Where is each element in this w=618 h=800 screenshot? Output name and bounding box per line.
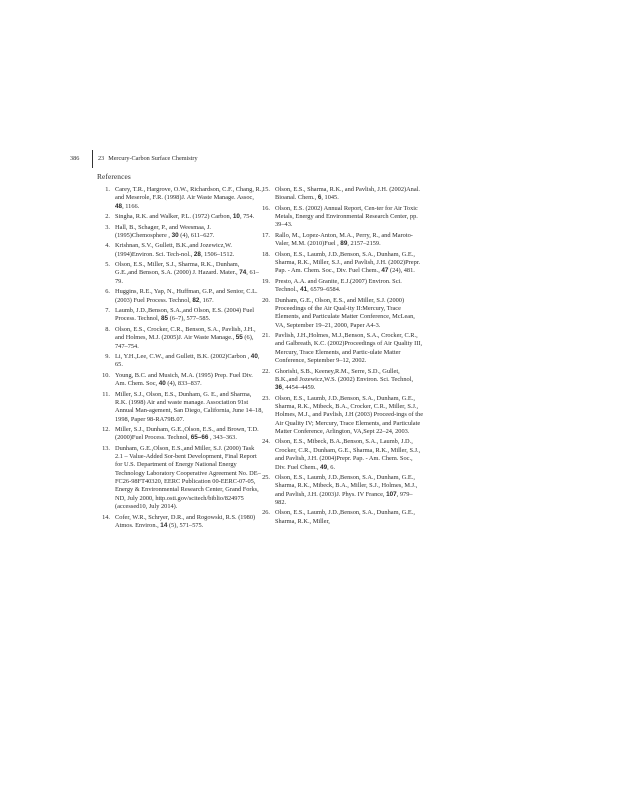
reference-number: 13.: [102, 444, 110, 452]
reference-item: [258, 438, 423, 471]
reference-text: Olson, E.S. (2002) Annual Report, Cen-ter for Air Toxic Metals, Energy and Environmental Research Center, pp. 39–43.: [275, 204, 418, 229]
reference-text: Olson, E.S., Laumb, J.D.,Benson, S.A., Dunham, G.E., Sharma, R.K., Mibeck, B.A., Miller, S.J., Holmes, M.J., and Pavlish, J.H. (2003)J. Phys. IV France, 107, 979–982.: [275, 473, 418, 506]
reference-text: Ghorishi, S.B., Keeney,R.M., Serre, S.D., Gullet, B.K.,and Jozewicz,W.S. (2002) Environ. Sci. Technol, 36, 4454–4459.: [275, 367, 414, 392]
reference-item: [98, 242, 263, 259]
reference-number: 16.: [262, 204, 270, 212]
reference-number: 5.: [105, 261, 110, 269]
reference-item: [98, 261, 263, 286]
reference-text: Cofer, W.R., Schryer, D.R., and Rogowski, R.S. (1980) Atmos. Environ., 14 (5), 571–575.: [115, 513, 256, 529]
reference-text: Hall, B., Schager, P., and Weesmaa, J. (1995)Chemosphere , 30 (4), 611–627.: [115, 223, 215, 239]
reference-item: [98, 213, 263, 221]
reference-item: [98, 288, 263, 305]
reference-text: Miller, S.J., Olson, E.S., Dunham, G. E., and Sharma, R.K. (1998) Air and waste manage. Association 91st Annual Man-agement, San Diego, California, June 14–18, 1998, Paper 98-RA79B.07.: [115, 390, 263, 423]
reference-text: Olson, E.S., Laumb, J.D.,Benson, S.A., Dunham, G.E., Sharma, R.K., Mibeck, B.A., Crocker, C.R., Miller, S.J., Holmes, M.J., and Pavlish, J.H (2003) Proceed-ings of the Air Quality IV; Mercury, Trace Elements, and Particulate Matter Conference, Arlington, VA,Sept 22–24, 2003.: [275, 394, 424, 436]
reference-item: [98, 391, 263, 424]
reference-text: Laumb, J.D.,Benson, S.A.,and Olson, E.S. (2004) Fuel Process. Technol, 85 (6–7), 577–585.: [115, 307, 255, 323]
reference-text: Miller, S.J., Dunham, G.E.,Olson, E.S., and Brown, T.D. (2000)Fuel Process. Technol, 65–66 , 343–363.: [115, 425, 259, 442]
reference-item: [258, 368, 423, 393]
reference-text: Huggins, R.E., Yap, N., Huffman, G.P., and Senior, C.L. (2003) Fuel Process. Technol, 82, 167.: [115, 288, 258, 304]
reference-number: 25.: [262, 473, 270, 481]
reference-item: [98, 445, 263, 512]
reference-number: 22.: [262, 367, 270, 375]
reference-number: 24.: [262, 438, 270, 446]
references-column-right: [258, 186, 423, 528]
reference-text: Olson, E.S., Laumb, J.D.,Benson, S.A., Dunham, G.E., Sharma, R.K., Miller, S.J., and Pavlish, J.H. (2002)Prepr. Pap. - Am. Chem. Soc., Div. Fuel Chem., 47 (24), 481.: [275, 250, 421, 275]
reference-text: Olson, E.S., Mibeck, B.A.,Benson, S.A., Laumb, J.D., Crocker, C.R., Dunham, G.E., Sharma, R.K., Miller, S.J., and Pavlish, J.H. (2004)Prepr. Pap. - Am. Chem. Soc., Div. Fuel Chem., 49, 6.: [275, 438, 421, 471]
reference-text: Singha, R.K. and Walker, P.L. (1972) Carbon, 10, 754.: [115, 213, 255, 221]
reference-number: 3.: [105, 223, 110, 231]
reference-number: 18.: [262, 250, 270, 258]
reference-number: 1.: [105, 186, 110, 193]
reference-number: 4.: [105, 242, 110, 250]
reference-item: [258, 232, 423, 249]
page-number: 386: [70, 155, 80, 162]
reference-text: Olson, E.S., Crocker, C.R., Benson, S.A., Pavlish, J.H., and Holmes, M.J. (2005)J. Air Waste Manage., 55 (6), 747–754.: [115, 325, 256, 350]
reference-text: Olson, E.S., Sharma, R.K., and Pavlish, J.H. (2002)Anal. Bioanal. Chem., 6, 1045.: [275, 186, 421, 202]
reference-number: 7.: [105, 307, 110, 315]
references-column-left: [98, 186, 263, 532]
reference-number: 21.: [262, 332, 270, 340]
reference-item: [98, 514, 263, 531]
reference-item: [258, 205, 423, 230]
reference-number: 10.: [102, 371, 110, 379]
reference-item: [258, 474, 423, 507]
reference-item: [258, 509, 423, 526]
reference-text: Pavlish, J.H.,Holmes, M.J.,Benson, S.A., Crocker, C.R., and Galbreath, K.C. (2002)Proceedings of Air Quality III, Mercury, Trace Elements, and Partic-ulate Matter Conference, September 9–12, 2002.: [275, 332, 423, 365]
reference-item: [98, 307, 263, 324]
reference-item: [258, 332, 423, 365]
reference-item: [258, 395, 423, 437]
reference-item: [258, 186, 423, 203]
reference-text: Carey, T.R., Hargrove, O.W., Richardson, C.F., Chang, R., and Meserole, F.R. (1998)J. Air Waste Manage. Assoc, 48, 1166.: [115, 186, 263, 210]
reference-item: [98, 186, 263, 211]
reference-item: [98, 353, 263, 370]
reference-item: [98, 372, 263, 389]
reference-text: Olson, E.S., Miller, S.J., Sharma, R.K., Dunham, G.E.,and Benson, S.A. (2000) J. Hazard. Mater., 74, 61–79.: [115, 261, 259, 285]
reference-number: 8.: [105, 325, 110, 333]
reference-number: 14.: [102, 513, 110, 521]
chapter-title: Mercury-Carbon Surface Chemistry: [108, 155, 198, 162]
reference-number: 6.: [105, 288, 110, 296]
reference-item: [258, 297, 423, 330]
reference-number: 23.: [262, 394, 270, 402]
reference-text: Dunham, G.E.,Olson, E.S.,and Miller, S.J. (2000) Task 2.1 – Value-Added Sor-bent Development, Final Report for U.S. Department of Energy National Energy Technology Laboratory Cooperative Agreement No. DE–FC26-98FT40320, EERC Publication 00-EERC-07-05, Energy & Environmental Research Center, Grand Forks, ND, July 2000, http.osti.gov/scitech/biblio/824975 (accessed10, July 2014).: [115, 444, 261, 511]
reference-text: Krishnan, S.V., Gullett, B.K.,and Jozewicz,W. (1994)Environ. Sci. Tech-nol., 28, 1506–1512.: [115, 242, 235, 258]
reference-number: 20.: [262, 296, 270, 304]
reference-text: Dunham, G.E., Olson, E.S., and Miller, S.J. (2000) Proceedings of the Air Qual-ity II:Mercury, Trace Elements, and Particulate Matter Conference, McLean, VA, September 19–21, 2000, Paper A4-3.: [275, 296, 415, 329]
header-divider: [92, 150, 93, 168]
reference-number: 12.: [102, 425, 110, 433]
reference-number: 11.: [102, 390, 110, 398]
chapter-heading: [98, 152, 202, 166]
reference-number: 26.: [262, 509, 270, 517]
reference-number: 17.: [262, 231, 270, 239]
reference-text: Rallo, M., Lopez-Anton, M.A., Perry, R., and Maroto-Valer, M.M. (2010)Fuel , 89, 2157–2159.: [275, 231, 413, 248]
section-title: References: [97, 172, 131, 181]
reference-item: [98, 224, 263, 241]
reference-number: 9.: [105, 352, 110, 360]
chapter-number: 23: [98, 155, 105, 162]
reference-text: Presto, A.A. and Granite, E.J.(2007) Environ. Sci. Technol., 41, 6579–6584.: [275, 277, 402, 294]
running-header: [70, 150, 550, 168]
reference-text: Olson, E.S., Laumb, J.D.,Benson, S.A., Dunham, G.E., Sharma, R.K., Miller,: [275, 509, 415, 525]
reference-number: 2.: [105, 213, 110, 221]
reference-item: [258, 251, 423, 276]
reference-number: 19.: [262, 277, 270, 285]
reference-item: [98, 326, 263, 351]
reference-item: [98, 426, 263, 443]
reference-number: 15.: [262, 186, 270, 193]
reference-text: Li, Y.H.,Lee, C.W., and Gullett, B.K. (2002)Carbon , 40, 65.: [115, 352, 260, 369]
reference-item: [258, 278, 423, 295]
reference-text: Young, B.C. and Musich, M.A. (1995) Prep. Fuel Div. Am. Chem. Soc, 40 (4), 833–837.: [115, 371, 253, 388]
